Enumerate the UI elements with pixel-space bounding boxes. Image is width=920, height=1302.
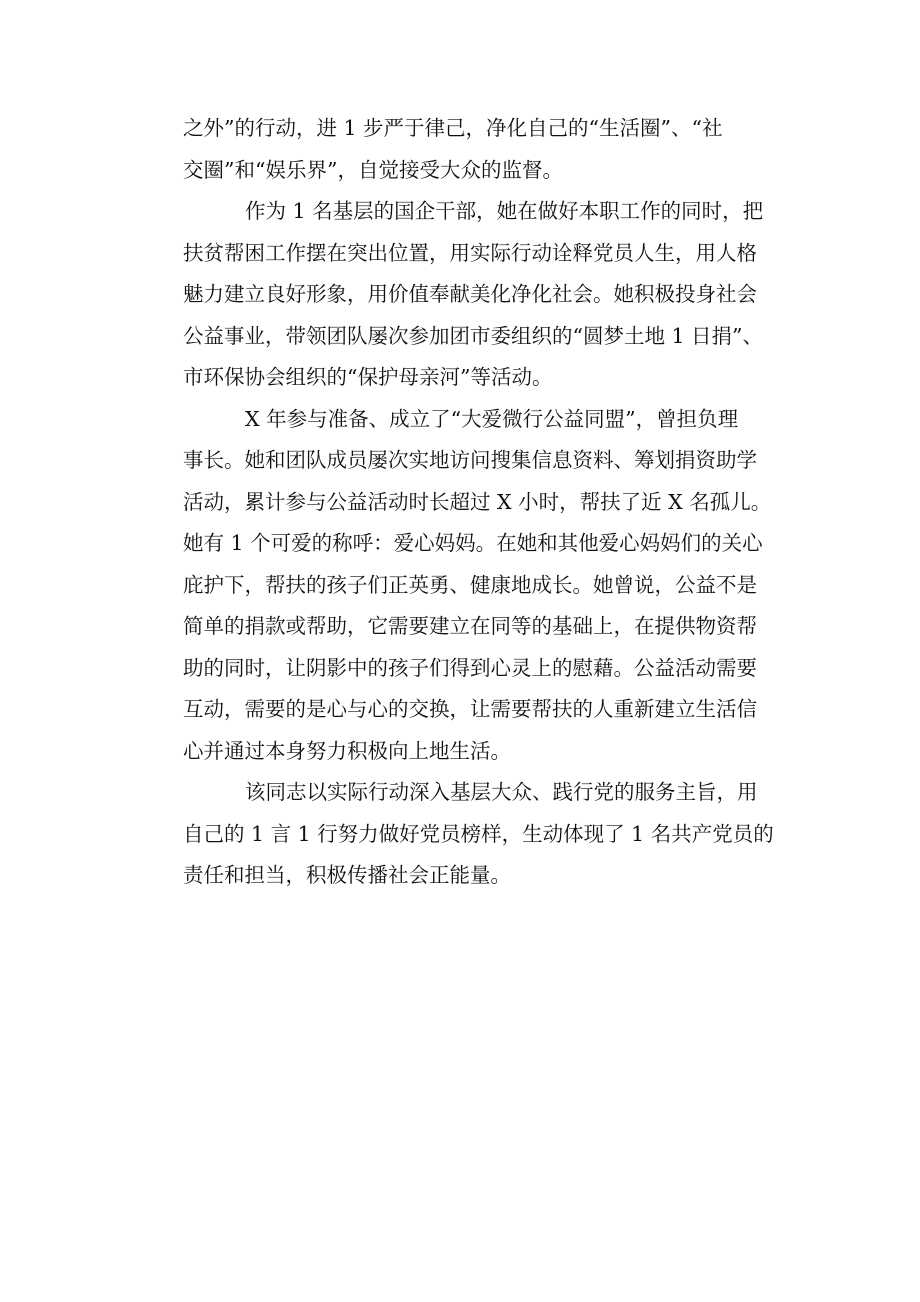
paragraph-1 (183, 108, 785, 191)
text-line: 互动，需要的是心与心的交换，让需要帮扶的人重新建立生活信 (183, 697, 757, 721)
text-line: X 年参与准备、成立了“大爱微行公益同盟”，曾担负理 (245, 406, 739, 431)
text-line: 事长。她和团队成员屡次实地访问搜集信息资料、筹划捐资助学 (183, 448, 757, 472)
text-line: 责任和担当，积极传播社会正能量。 (183, 863, 511, 887)
text-line: 庇护下，帮扶的孩子们正英勇、健康地成长。她曾说，公益不是 (183, 572, 757, 597)
text-line: 她有 1 个可爱的称呼：爱心妈妈。在她和其他爱心妈妈们的关心 (183, 531, 763, 555)
text-line: 魅力建立良好形象，用价值奉献美化净化社会。她积极投身社会 (183, 282, 757, 306)
paragraph-2 (183, 191, 785, 399)
text-line: 市环保协会组织的“保护母亲河”等活动。 (183, 365, 553, 389)
text-line: 助的同时，让阴影中的孩子们得到心灵上的慰藉。公益活动需要 (183, 655, 757, 680)
text-line: 作为 1 名基层的国企干部，她在做好本职工作的同时，把 (245, 199, 764, 223)
text-line: 活动，累计参与公益活动时长超过 X 小时，帮扶了近 X 名孤儿。 (183, 489, 772, 514)
text-line: 交圈”和“娱乐界”，自觉接受大众的监督。 (183, 157, 563, 182)
text-line: 自己的 1 言 1 行努力做好党员榜样，生动体现了 1 名共产党员的 (183, 821, 774, 846)
paragraph-3 (183, 399, 785, 773)
text-line: 该同志以实际行动深入基层大众、践行党的服务主旨，用 (245, 780, 758, 804)
document-body (183, 108, 785, 897)
paragraph-4 (183, 772, 785, 897)
text-line: 心并通过本身努力积极向上地生活。 (183, 738, 511, 763)
text-line: 扶贫帮困工作摆在突出位置，用实际行动诠释党员人生，用人格 (183, 240, 757, 265)
text-line: 公益事业，带领团队屡次参加团市委组织的“圆梦土地 1 日捐”、 (183, 323, 764, 348)
text-line: 简单的捐款或帮助，它需要建立在同等的基础上，在提供物资帮 (183, 614, 757, 638)
text-line: 之外”的行动，进 1 步严于律己，净化自己的“生活圈”、“社 (183, 116, 723, 140)
